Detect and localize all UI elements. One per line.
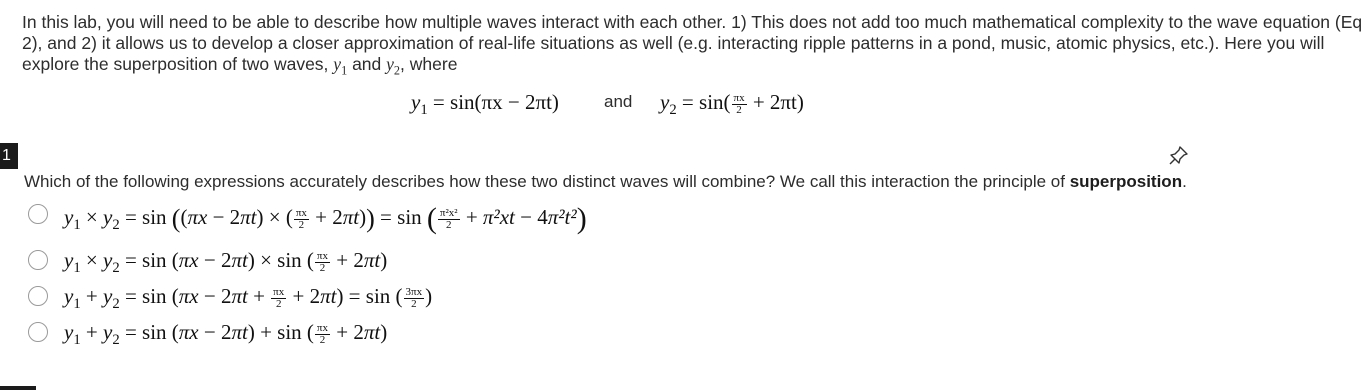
given-equations [0, 88, 1200, 122]
intro-line-3: explore the superposition of two waves, $y_1$ and $y_2$, where [22, 54, 458, 78]
option-d[interactable] [24, 318, 924, 352]
option-a[interactable] [24, 200, 924, 234]
option-b[interactable] [24, 246, 924, 280]
question-number-badge: 1 [0, 143, 18, 169]
y1-equation: $y_1 = \sin(\pi x - 2\pi t)$ [411, 90, 559, 119]
y2-equation: $y_2 = \sin$( $\frac{\pi x}{2}$ + 2πt) [660, 90, 804, 119]
question-text: Which of the following expressions accurately describes how these two distinct waves will combine? We call this interaction the principle of superposition. [24, 172, 1187, 191]
radio-button[interactable] [28, 286, 48, 306]
option-d-expression: $y_1 + y_2 = \sin (\pi x - 2\pi t) + \sin$ ( $\frac{\pi x}{2}$ + 2πt) [64, 320, 388, 349]
option-c[interactable] [24, 282, 924, 316]
intro-text [22, 12, 1362, 78]
intro-line-1: In this lab, you will need to be able to describe how multiple waves interact with each other. 1) This does not add too much mathematical complexity to the wave equation (Eq [22, 12, 1362, 32]
radio-button[interactable] [28, 322, 48, 342]
option-c-expression: $y_1 + y_2 = \sin (\pi x - 2\pi t$ + $\frac{\pi x}{2}$ + 2πt) = sin ( $\frac{3\pi x}{2}$ ) [64, 284, 433, 313]
option-a-expression: $y_1 \times y_2 = \sin ((\pi x - 2\pi t)$ × ( $\frac{\pi x}{2}$ + 2πt)) = sin ( $\frac{\text{π²x²}}{2}$ + π²xt − 4π²t²) [64, 202, 587, 235]
and-label: and [604, 92, 633, 111]
option-b-expression: $y_1 \times y_2 = \sin (\pi x - 2\pi t) \times \sin$ ( $\frac{\pi x}{2}$ + 2πt) [64, 248, 388, 277]
pin-icon[interactable] [1168, 144, 1190, 166]
next-question-badge [0, 386, 36, 390]
intro-line-2: 2), and 2) it allows us to develop a closer approximation of real-life situations as well (e.g. interacting ripple patterns in a pond, music, atomic physics, etc.). Here you will [22, 33, 1325, 53]
radio-button[interactable] [28, 250, 48, 270]
radio-button[interactable] [28, 204, 48, 224]
